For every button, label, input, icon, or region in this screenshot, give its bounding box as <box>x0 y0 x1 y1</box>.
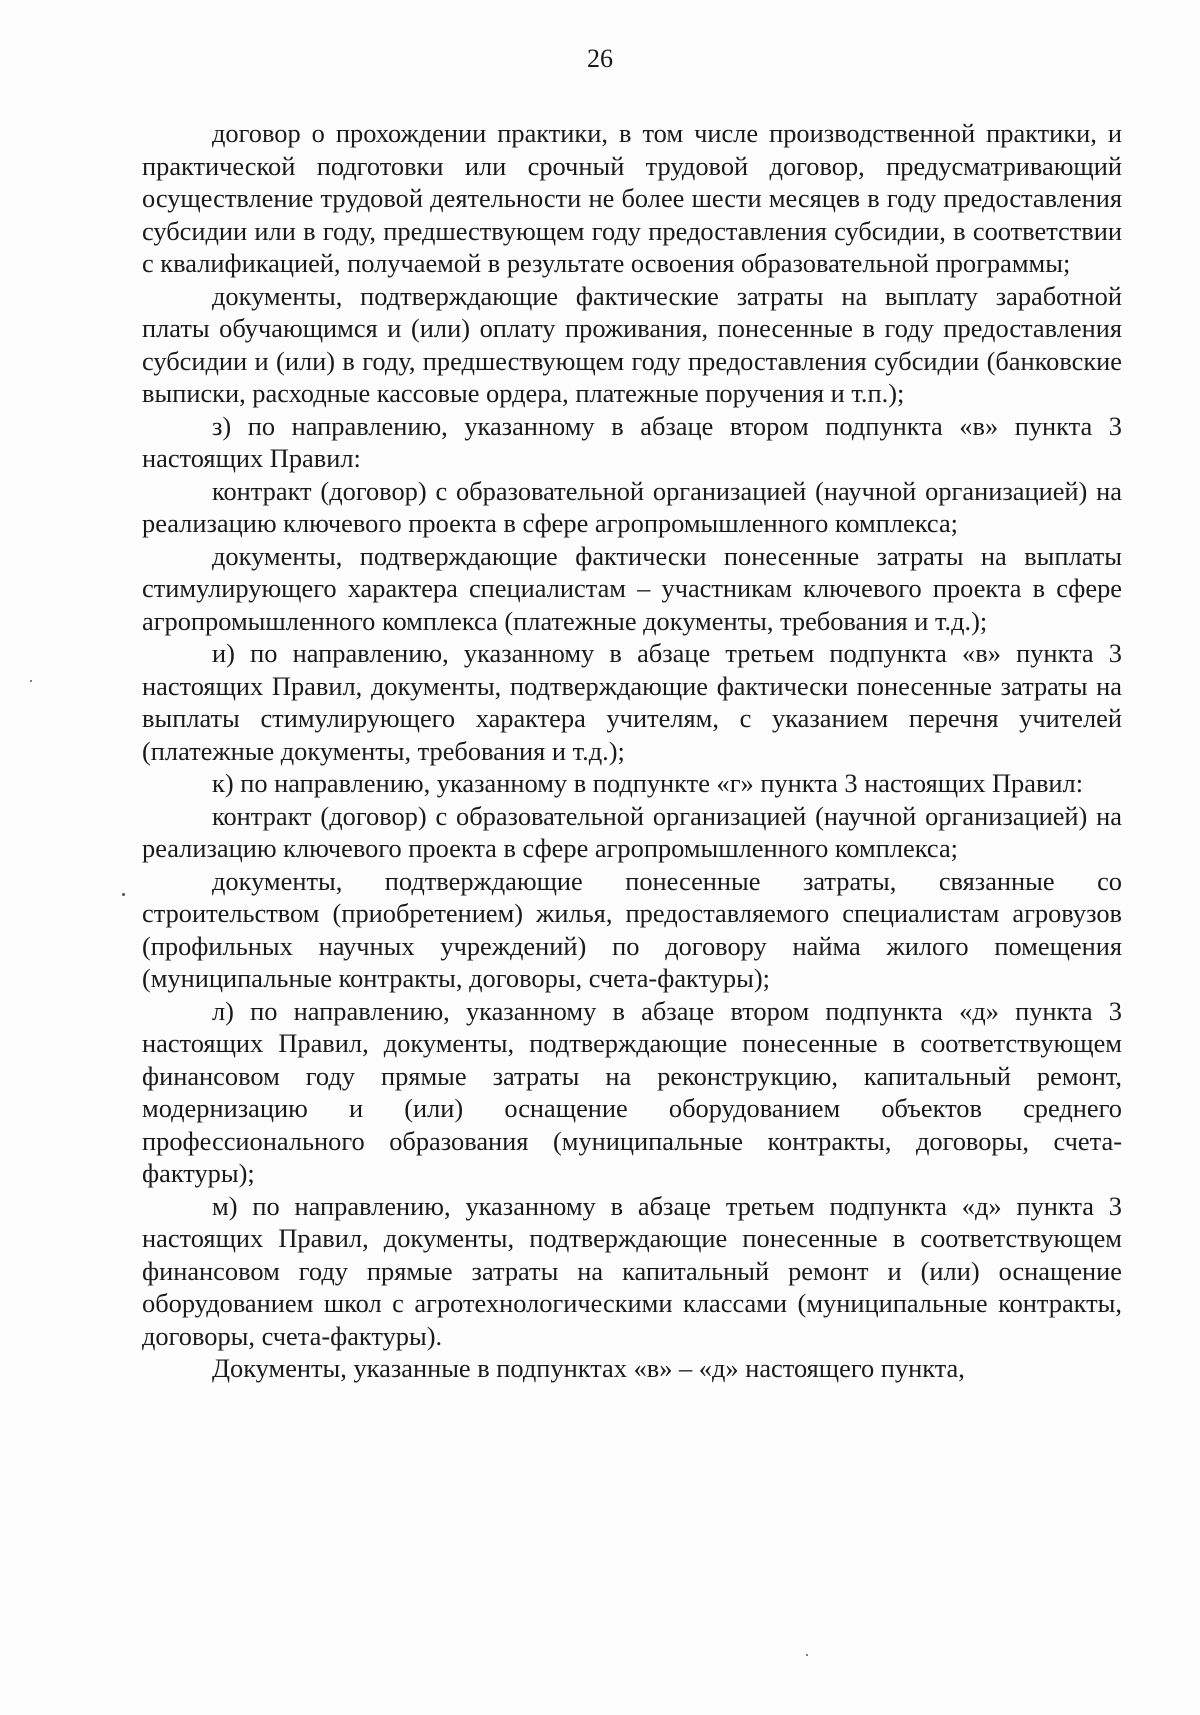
paragraph: договор о прохождении практики, в том числе производственной практики, и практической подготовки или срочный трудовой договор, предусматривающий осуществление трудовой деятельности не более шести месяцев в году предоставления субсидии или в году, предшествующем году предоставления субсидии, в соответствии с квалификацией, получаемой в результате освоения образовательной программы; <box>142 118 1122 278</box>
paragraph: контракт (договор) с образовательной организацией (научной организацией) на реализацию ключевого проекта в сфере агропромышленного комплекса; <box>142 800 1122 863</box>
paragraph: л) по направлению, указанному в абзаце втором подпункта «д» пункта 3 настоящих Правил, документы, подтверждающие понесенные в соответствующем финансовом году прямые затраты на реконструкцию, капитальный ремонт, модернизацию и (или) оснащение оборудованием объектов среднего профессионального образования (муниципальные контракты, договоры, счета-фактуры); <box>142 995 1122 1188</box>
document-body <box>142 117 1122 1385</box>
paragraph: документы, подтверждающие понесенные затраты, связанные со строительством (приобретением) жилья, предоставляемого специалистам агровузов (профильных научных учреждений) по договору найма жилого помещения (муниципальные контракты, договоры, счета-фактуры); <box>142 865 1122 993</box>
paragraph: з) по направлению, указанному в абзаце втором подпункта «в» пункта 3 настоящих Правил: <box>142 410 1122 473</box>
scan-speck <box>30 680 32 682</box>
paragraph: документы, подтверждающие фактически понесенные затраты на выплаты стимулирующего характера специалистам – участникам ключевого проекта в сфере агропромышленного комплекса (платежные документы, требования и т.д.); <box>142 540 1122 636</box>
paragraph: м) по направлению, указанному в абзаце третьем подпункта «д» пункта 3 настоящих Правил, документы, подтверждающие понесенные в соответствующем финансовом году прямые затраты на капитальный ремонт и (или) оснащение оборудованием школ с агротехнологическими классами (муниципальные контракты, договоры, счета-фактуры). <box>142 1190 1122 1351</box>
scan-speck <box>122 893 125 896</box>
scan-speck <box>806 1654 808 1656</box>
paragraph: к) по направлению, указанному в подпункте «г» пункта 3 настоящих Правил: <box>212 768 1084 798</box>
paragraph: документы, подтверждающие фактические затраты на выплату заработной платы обучающимся и (или) оплату проживания, понесенные в году предоставления субсидии и (или) в году, предшествующем году предоставления субсидии (банковские выписки, расходные кассовые ордера, платежные поручения и т.п.); <box>142 280 1122 408</box>
paragraph: и) по направлению, указанному в абзаце третьем подпункта «в» пункта 3 настоящих Правил, документы, подтверждающие фактически понесенные затраты на выплаты стимулирующего характера учителям, с указанием перечня учителей (платежные документы, требования и т.д.); <box>142 638 1122 766</box>
paragraph: контракт (договор) с образовательной организацией (научной организацией) на реализацию ключевого проекта в сфере агропромышленного комплекса; <box>142 475 1122 538</box>
page-number: 26 <box>587 44 613 73</box>
paragraph: Документы, указанные в подпунктах «в» – «д» настоящего пункта, <box>212 1353 965 1383</box>
